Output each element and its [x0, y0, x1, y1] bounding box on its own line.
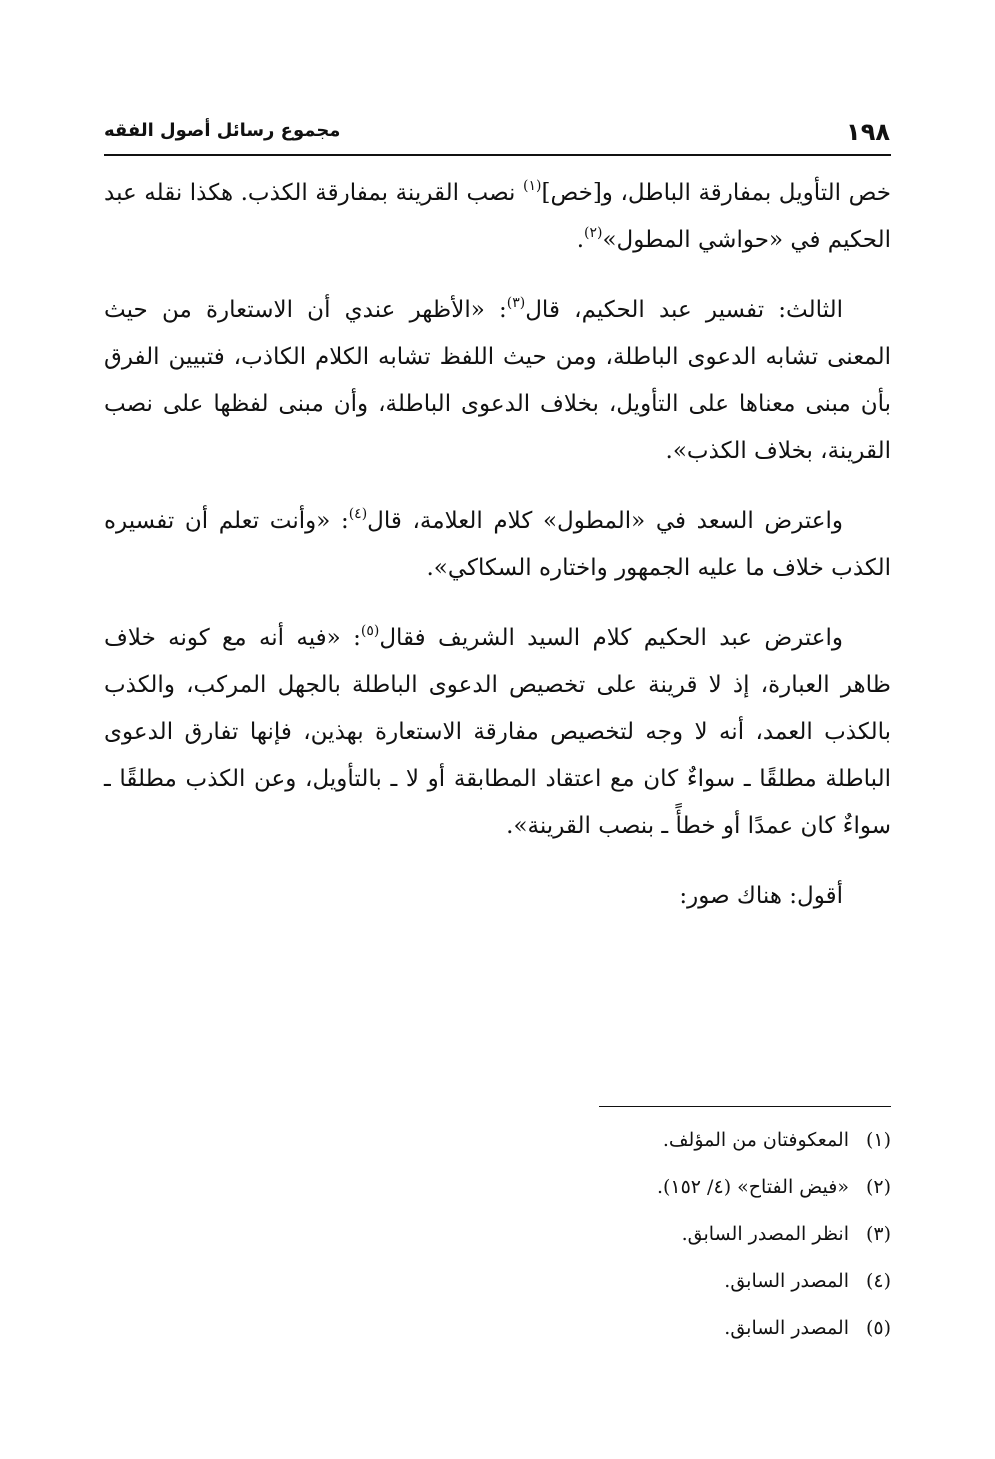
footnote-text: المصدر السابق.	[724, 1270, 849, 1292]
footnote-number: (٤)	[865, 1270, 891, 1292]
footnote-ref[interactable]: (٣)	[506, 295, 526, 311]
text-run: : «فيه أنه مع كونه خلاف ظاهر العبارة، إذ لا قرينة على تخصيص الدعوى الباطلة بالجهل المركب، والكذب بالكذب العمد، أنه لا وجه لتخصيص مفارقة الاستعارة بهذين، فإنها تفارق الدعوى الباطلة مطلقًا ـ سواءٌ كان مع اعتقاد المطابقة أو لا ـ بالتأويل، وعن الكذب مطلقًا ـ سواءٌ كان عمدًا أو خطأً ـ بنصب القرينة».	[104, 625, 891, 839]
footnote-ref[interactable]: (٢)	[584, 225, 603, 241]
paragraph	[104, 615, 891, 850]
footnote-number: (٣)	[865, 1223, 891, 1245]
paragraph	[104, 498, 891, 592]
footnote-item	[391, 1309, 891, 1356]
text-run: الثالث: تفسير عبد الحكيم، قال	[525, 297, 843, 323]
footnote-text: انظر المصدر السابق.	[681, 1223, 849, 1245]
footnote-ref[interactable]: (٥)	[360, 623, 380, 639]
footnote-number: (٢)	[865, 1176, 891, 1198]
text-run: نصب القرينة بمفارقة الكذب. هكذا نقله عبد الحكيم في «حواشي المطول»	[104, 180, 891, 253]
text-run: واعترض السعد في «المطول» كلام العلامة، قال	[367, 508, 843, 534]
text-run: أقول: هناك صور:	[679, 883, 843, 909]
footnote-text: «فيض الفتاح» (٤/ ١٥٢).	[656, 1176, 849, 1198]
text-run: : «وأنت تعلم أن تفسيره الكذب خلاف ما عليه الجمهور واختاره السكاكي».	[104, 508, 891, 581]
footnote-item	[391, 1121, 891, 1168]
page-header	[104, 118, 890, 148]
paragraph	[104, 287, 891, 475]
paragraph	[104, 873, 891, 920]
footnotes	[391, 1121, 891, 1356]
footnote-item	[391, 1262, 891, 1309]
footnote-text: المصدر السابق.	[724, 1317, 849, 1339]
text-run: : «الأظهر عندي أن الاستعارة من حيث المعنى تشابه الدعوى الباطلة، ومن حيث اللفظ تشابه الكلام الكاذب، فتبيين الفرق بأن مبنى معناها على التأويل، بخلاف الدعوى الباطلة، وأن مبنى لفظها على نصب القرينة، بخلاف الكذب».	[104, 297, 891, 464]
page-number: ١٩٨	[846, 118, 890, 146]
footnote-ref[interactable]: (١)	[523, 178, 542, 194]
text-run: واعترض عبد الحكيم كلام السيد الشريف فقال	[379, 625, 843, 651]
footnote-number: (١)	[865, 1129, 891, 1151]
paragraph	[104, 170, 891, 264]
footnote-item	[391, 1168, 891, 1215]
running-title: مجموع رسائل أصول الفقه	[104, 120, 341, 141]
footnote-ref[interactable]: (٤)	[348, 506, 368, 522]
footnote-item	[391, 1215, 891, 1262]
text-run: خص التأويل بمفارقة الباطل، و[خص]	[541, 180, 891, 206]
footnote-separator	[599, 1106, 891, 1107]
footnote-text: المعكوفتان من المؤلف.	[662, 1129, 849, 1151]
footnote-number: (٥)	[865, 1317, 891, 1339]
main-text	[104, 170, 891, 943]
text-run: .	[576, 227, 584, 253]
header-rule	[104, 154, 891, 156]
